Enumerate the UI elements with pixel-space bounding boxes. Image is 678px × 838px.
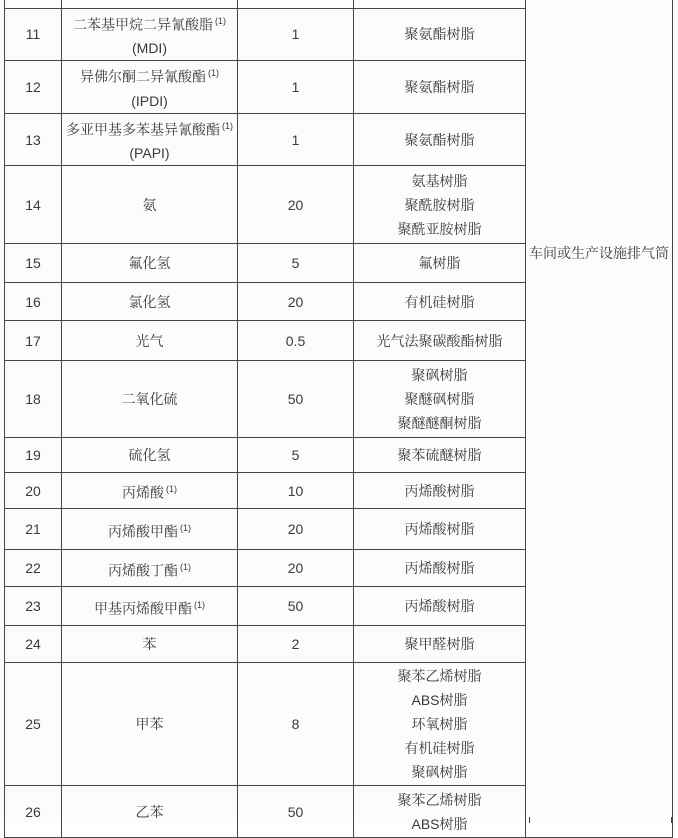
- resin-types-cell: [354, 786, 526, 838]
- pollutant-name: [62, 443, 237, 467]
- outlet-column-left-border-stub: [529, 817, 530, 823]
- limit-value: 5: [291, 447, 300, 464]
- resin-types-cell: [354, 61, 526, 114]
- row-number-cell: [5, 550, 62, 587]
- pollutant-name-cell: [62, 283, 238, 321]
- row-number-value: 21: [25, 521, 41, 538]
- resin-type: 氟树脂: [418, 255, 461, 272]
- resin-type: 丙烯酸树脂: [404, 598, 475, 615]
- pollutant-name-text: 丙烯酸: [122, 484, 164, 501]
- resin-type: 氨基树脂: [411, 172, 468, 189]
- limit-value-cell: [238, 321, 354, 361]
- row-number-value: 25: [25, 716, 41, 733]
- pollutant-name-cell: [62, 361, 238, 438]
- limit-value: 1: [291, 26, 300, 43]
- pollutant-name: [62, 555, 237, 583]
- pollutant-name: [62, 516, 237, 544]
- limit-value: 50: [287, 391, 304, 408]
- limit-value: 50: [287, 803, 304, 820]
- resin-types-cell: [354, 244, 526, 283]
- limit-value-cell: [238, 283, 354, 321]
- limit-value: 20: [287, 521, 304, 538]
- pollutant-name: [62, 61, 237, 89]
- pollutant-name-cell: [62, 626, 238, 663]
- pollutant-name-text: 氨: [142, 196, 157, 213]
- limit-value: 8: [291, 716, 300, 733]
- resin-types-cell: [354, 283, 526, 321]
- resin-type: 聚甲醛树脂: [404, 636, 475, 653]
- limit-value-cell: [238, 361, 354, 438]
- footnote-superscript: (1): [166, 484, 177, 495]
- row-number-cell: [5, 438, 62, 473]
- pollutant-name-cell: [62, 113, 238, 166]
- row-number-value: 15: [25, 255, 41, 272]
- limit-value: 50: [287, 598, 304, 615]
- limit-value: 20: [287, 196, 304, 213]
- row-number-value: 17: [25, 332, 41, 349]
- row-number-value: 22: [25, 560, 41, 577]
- pollutant-name: [62, 290, 237, 314]
- row-number-value: 14: [25, 196, 41, 213]
- resin-type: 聚氨酯树脂: [404, 131, 475, 148]
- limit-value: 0.5: [285, 332, 306, 349]
- resin-type: 聚氨酯树脂: [404, 78, 475, 95]
- pollutant-name-cell: [62, 663, 238, 786]
- resin-types-cell: [354, 438, 526, 473]
- pollutant-name-cell: [62, 786, 238, 838]
- pollutant-name: [62, 387, 237, 411]
- cut-off-cell: [238, 0, 354, 8]
- pollutant-name-cell: [62, 8, 238, 61]
- pollutant-name-cell: [62, 244, 238, 283]
- resin-types-cell: [354, 8, 526, 61]
- row-number-value: 11: [25, 26, 41, 43]
- limit-value-cell: [238, 473, 354, 509]
- pollutant-name-text: 氯化氢: [128, 293, 171, 310]
- footnote-superscript: (1): [180, 522, 191, 533]
- pollutant-name-cell: [62, 321, 238, 361]
- row-number-value: 18: [25, 391, 41, 408]
- resin-type: 丙烯酸树脂: [404, 560, 475, 577]
- outlet-column-right-border-stub: [671, 817, 672, 823]
- resin-type: 聚苯乙烯树脂: [397, 791, 482, 808]
- resin-type: 丙烯酸树脂: [404, 521, 475, 538]
- row-number-value: 12: [25, 78, 41, 95]
- pollutant-name: [62, 632, 237, 656]
- pollutant-name: [62, 114, 237, 142]
- limit-value: 2: [291, 636, 300, 653]
- pollutant-name-cell: [62, 587, 238, 626]
- resin-type: 聚苯硫醚树脂: [397, 447, 482, 464]
- row-number-cell: [5, 361, 62, 438]
- resin-types-cell: [354, 113, 526, 166]
- limit-value-cell: [238, 166, 354, 244]
- pollutant-name-text: 丙烯酸丁酯: [108, 562, 178, 579]
- pollutant-name-cell: [62, 550, 238, 587]
- resin-types-cell: [354, 663, 526, 786]
- pollutant-name: [62, 593, 237, 621]
- pollutant-name: [62, 477, 237, 505]
- outlet-cell: [526, 0, 673, 838]
- pollutant-name-cell: [62, 438, 238, 473]
- resin-type: 聚砜树脂: [411, 764, 468, 781]
- resin-type: 丙烯酸树脂: [404, 482, 475, 499]
- row-number-cell: [5, 587, 62, 626]
- limit-value: 1: [291, 131, 300, 148]
- pollutant-name-text: 甲苯: [135, 716, 164, 733]
- row-number-cell: [5, 473, 62, 509]
- row-number-value: 23: [25, 598, 41, 615]
- pollutant-name-text: 二氧化硫: [121, 391, 178, 408]
- row-number-value: 16: [25, 293, 41, 310]
- row-number-cell: [5, 283, 62, 321]
- row-number-value: 20: [25, 482, 41, 499]
- limit-value: 20: [287, 560, 304, 577]
- resin-types-cell: [354, 587, 526, 626]
- row-number-cell: [5, 166, 62, 244]
- row-number-cell: [5, 113, 62, 166]
- resin-types-cell: [354, 550, 526, 587]
- row-number-cell: [5, 61, 62, 114]
- pollutant-name-text: 多亚甲基多苯基异氰酸酯: [66, 121, 220, 138]
- resin-type: ABS树脂: [411, 815, 468, 832]
- limit-value-cell: [238, 8, 354, 61]
- limit-value: 5: [291, 255, 300, 272]
- pollutant-name: [62, 9, 237, 37]
- resin-type: 聚醚醚酮树脂: [397, 415, 482, 432]
- row-number-value: 19: [25, 447, 41, 464]
- limit-value-cell: [238, 438, 354, 473]
- limit-value-cell: [238, 663, 354, 786]
- footnote-superscript: (1): [180, 561, 191, 572]
- limit-value-cell: [238, 244, 354, 283]
- pollutant-name: [62, 193, 237, 217]
- resin-type: ABS树脂: [411, 692, 468, 709]
- limit-value: 10: [287, 482, 304, 499]
- pollutant-name: [62, 251, 237, 275]
- footnote-superscript: (1): [215, 15, 226, 26]
- resin-type: 有机硅树脂: [404, 740, 475, 757]
- resin-type: 聚苯乙烯树脂: [397, 668, 482, 685]
- resin-type: 光气法聚碳酸酯树脂: [376, 332, 503, 349]
- cut-off-cell: [354, 0, 526, 8]
- pollutant-name-cell: [62, 509, 238, 550]
- pollutant-abbreviation: (MDI): [132, 40, 167, 57]
- pollutant-name: [62, 712, 237, 736]
- pollutant-abbreviation: (PAPI): [129, 145, 170, 162]
- pollutant-name-text: 苯: [142, 636, 157, 653]
- row-number-cell: [5, 663, 62, 786]
- cut-off-cell: [62, 0, 238, 8]
- footnote-superscript: (1): [208, 68, 219, 79]
- pollutant-name-text: 硫化氢: [128, 447, 171, 464]
- limit-value-cell: [238, 587, 354, 626]
- resin-type: 聚砜树脂: [411, 367, 468, 384]
- pollutant-name-cell: [62, 61, 238, 114]
- row-number-cell: [5, 626, 62, 663]
- pollutant-name-cell: [62, 473, 238, 509]
- pollutant-name-text: 氟化氢: [128, 255, 171, 272]
- resin-types-cell: [354, 321, 526, 361]
- limit-value: 1: [291, 78, 300, 95]
- limit-value-cell: [238, 626, 354, 663]
- resin-type: 环氧树脂: [411, 716, 468, 733]
- row-number-cell: [5, 8, 62, 61]
- resin-type: 聚醚砜树脂: [404, 391, 475, 408]
- pollutant-name: [62, 800, 237, 824]
- pollutant-name-text: 二苯基甲烷二异氰酸脂: [73, 16, 213, 33]
- cut-off-row: [5, 0, 673, 8]
- resin-type: 聚氨酯树脂: [404, 26, 475, 43]
- pollutant-name: [62, 329, 237, 353]
- limit-value-cell: [238, 113, 354, 166]
- row-number-value: 13: [25, 131, 41, 148]
- resin-types-cell: [354, 361, 526, 438]
- resin-type: 聚酰亚胺树脂: [397, 220, 482, 237]
- cut-off-cell: [5, 0, 62, 8]
- pollutant-name-text: 丙烯酸甲酯: [108, 523, 178, 540]
- row-number-cell: [5, 509, 62, 550]
- resin-type: 聚酰胺树脂: [404, 196, 475, 213]
- pollutant-name-cell: [62, 166, 238, 244]
- limit-value-cell: [238, 61, 354, 114]
- limit-value-cell: [238, 786, 354, 838]
- row-number-cell: [5, 244, 62, 283]
- row-number-cell: [5, 321, 62, 361]
- limit-value-cell: [238, 509, 354, 550]
- resin-types-cell: [354, 509, 526, 550]
- pollutant-abbreviation: (IPDI): [131, 92, 168, 109]
- footnote-superscript: (1): [194, 599, 205, 610]
- pollutant-name-text: 乙苯: [135, 803, 164, 820]
- pollutant-limits-table: [4, 0, 673, 838]
- resin-types-cell: [354, 626, 526, 663]
- pollutant-name-text: 甲基丙烯酸甲酯: [94, 600, 192, 617]
- outlet-label: 车间或生产设施排气筒: [529, 245, 669, 261]
- row-number-value: 26: [25, 803, 41, 820]
- row-number-value: 24: [25, 636, 41, 653]
- pollutant-name-text: 异佛尔酮二异氰酸酯: [80, 68, 206, 85]
- limit-value: 20: [287, 293, 304, 310]
- resin-types-cell: [354, 166, 526, 244]
- resin-type: 有机硅树脂: [404, 293, 475, 310]
- row-number-cell: [5, 786, 62, 838]
- footnote-superscript: (1): [222, 120, 233, 131]
- limit-value-cell: [238, 550, 354, 587]
- pollutant-name-text: 光气: [135, 332, 164, 349]
- resin-types-cell: [354, 473, 526, 509]
